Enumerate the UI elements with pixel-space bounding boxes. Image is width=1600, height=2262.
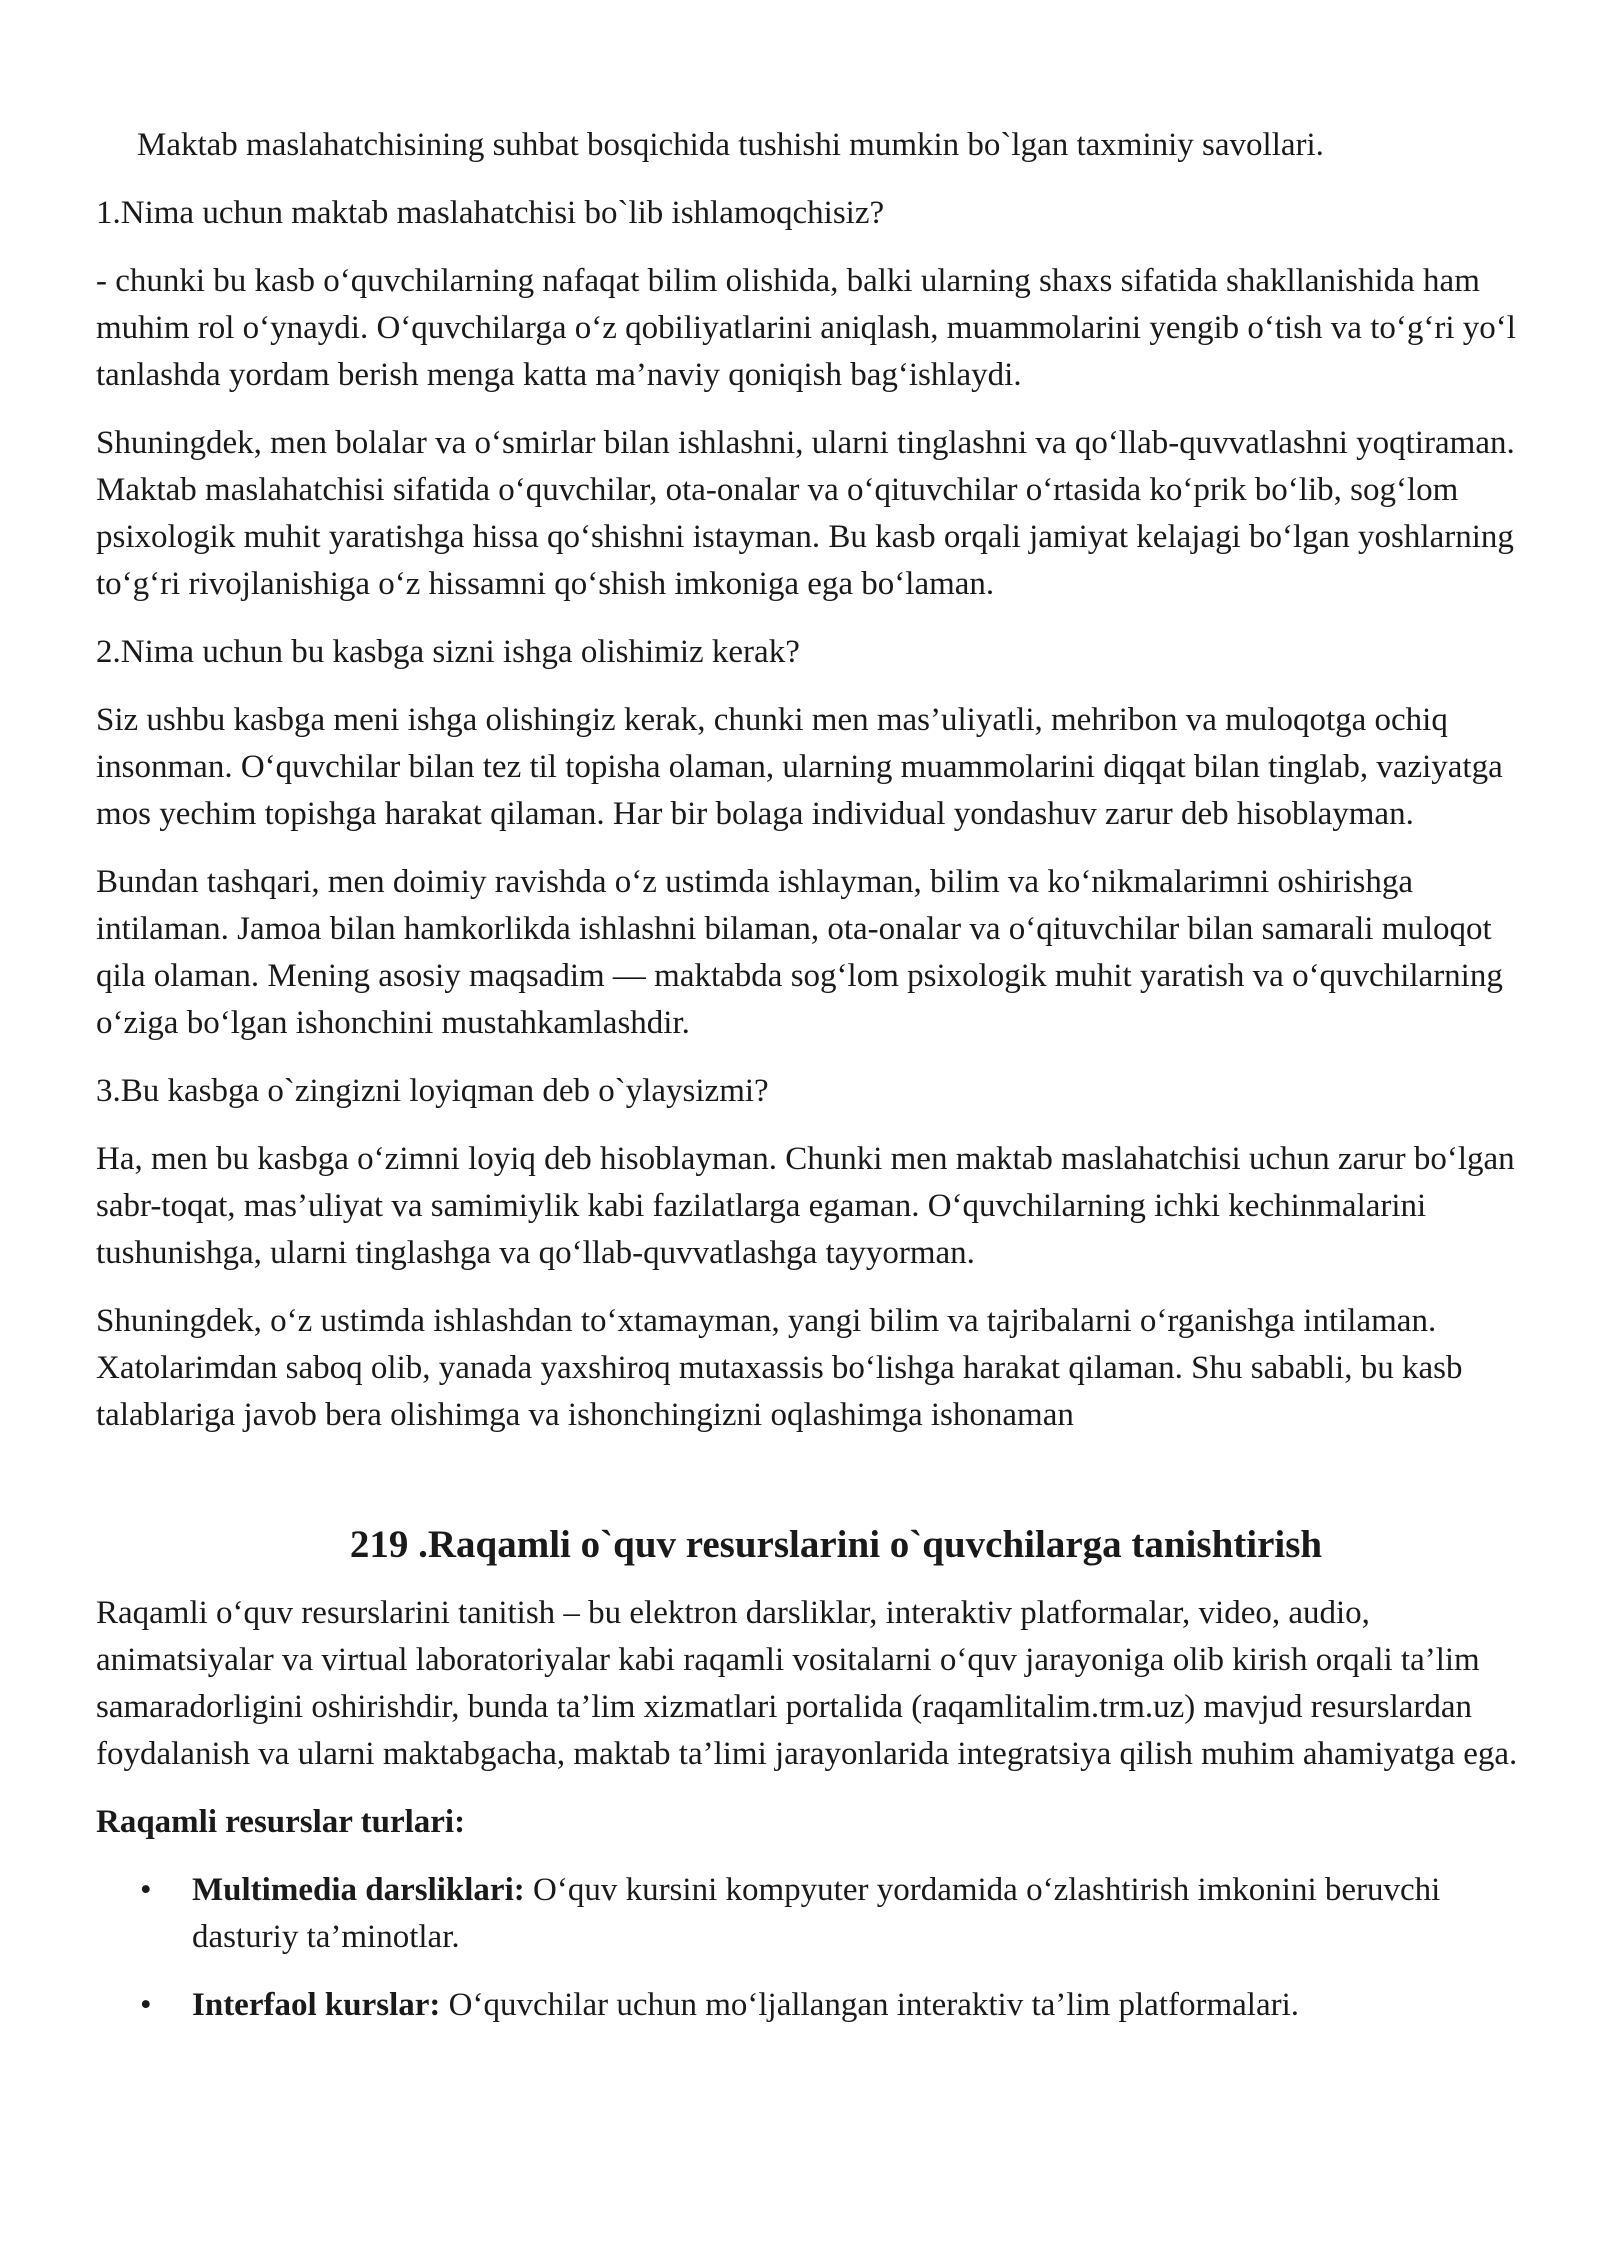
section-spacer — [96, 1460, 1540, 1516]
answer-3-paragraph-2: Shuningdek, o‘z ustimda ishlashdan to‘xtamayman, yangi bilim va tajribalarni o‘rganishga intilaman. Xatolarimdan saboq olib, yanada yaxshiroq mutaxassis bo‘lishga harakat qilaman. Shu sababli, bu kasb talablariga javob bera olishimga va ishonchingizni oqlashimga ishonaman — [96, 1303, 1463, 1433]
answer-2-paragraph-2: Bundan tashqari, men doimiy ravishda o‘z ustimda ishlayman, bilim va ko‘nikmalarimni oshirishga intilaman. Jamoa bilan hamkorlikda ishlashni bilaman, ota-onalar va o‘qituvchilar bilan samarali muloqot qila olaman. Mening asosiy maqsadim — maktabda sog‘lom psixologik muhit yaratish va o‘quvchilarning o‘ziga bo‘lgan ishonchini mustahkamlashdir. — [96, 864, 1503, 1041]
bullet-icon: • — [140, 1872, 152, 1908]
answer-1-paragraph-1: - chunki bu kasb o‘quvchilarning nafaqat bilim olishida, balki ularning shaxs sifatida shakllanishida ham muhim rol o‘ynaydi. O‘quvchilarga o‘z qobiliyatlarini aniqlash, muammolarini yengib o‘tish va to‘g‘ri yo‘l tanlashda yordam berish menga katta ma’naviy qoniqish bag‘ishlaydi. — [96, 263, 1516, 393]
answer-3-paragraph-1: Ha, men bu kasbga o‘zimni loyiq deb hisoblayman. Chunki men maktab maslahatchisi uchun zarur bo‘lgan sabr-toqat, mas’uliyat va samimiylik kabi fazilatlarga egaman. O‘quvchilarning ichki kechinmalarini tushunishga, ularni tinglashga va qo‘llab-quvvatlashga tayyorman. — [96, 1141, 1515, 1271]
list-item-term: Interfaol kurslar: — [192, 1987, 441, 2023]
question-3: 3.Bu kasbga o`zingizni loyiqman deb o`ylaysizmi? — [96, 1073, 769, 1109]
resource-types-list — [96, 1867, 1540, 2029]
question-2: 2.Nima uchun bu kasbga sizni ishga olishimiz kerak? — [96, 634, 800, 670]
list-item-text: O‘quv kursini kompyuter yordamida o‘zlashtirish imkonini beruvchi dasturiy ta’minotlar. — [192, 1872, 1441, 1955]
intro-line: Maktab maslahatchisining suhbat bosqichida tushishi mumkin bo`lgan taxminiy savollari. — [137, 127, 1324, 163]
section-title: 219 .Raqamli o`quv resurslarini o`quvchilarga tanishtirish — [349, 1523, 1323, 1566]
list-item-term: Multimedia darsliklari: — [192, 1872, 525, 1908]
resource-types-heading: Raqamli resurslar turlari: — [96, 1804, 466, 1840]
list-item — [140, 1867, 1540, 1961]
question-1: 1.Nima uchun maktab maslahatchisi bo`lib ishlamoqchisiz? — [96, 195, 885, 231]
bullet-icon: • — [140, 1987, 152, 2023]
list-item-text: O‘quvchilar uchun mo‘ljallangan interaktiv ta’lim platformalari. — [440, 1987, 1300, 2023]
answer-2-paragraph-1: Siz ushbu kasbga meni ishga olishingiz kerak, chunki men mas’uliyatli, mehribon va muloqotga ochiq insonman. O‘quvchilar bilan tez til topisha olaman, ularning muammolarini diqqat bilan tinglab, vaziyatga mos yechim topishga harakat qilaman. Har bir bolaga individual yondashuv zarur deb hisoblayman. — [96, 702, 1503, 832]
answer-1-paragraph-2: Shuningdek, men bolalar va o‘smirlar bilan ishlashni, ularni tinglashni va qo‘llab-quvvatlashni yoqtiraman. Maktab maslahatchisi sifatida o‘quvchilar, ota-onalar va o‘qituvchilar o‘rtasida ko‘prik bo‘lib, sog‘lom psixologik muhit yaratishga hissa qo‘shishni istayman. Bu kasb orqali jamiyat kelajagi bo‘lgan yoshlarning to‘g‘ri rivojlanishiga o‘z hissamni qo‘shish imkoniga ega bo‘laman. — [96, 425, 1515, 602]
list-item — [140, 1982, 1540, 2029]
section-paragraph: Raqamli o‘quv resurslarini tanitish – bu elektron darsliklar, interaktiv platformalar, video, audio, animatsiyalar va virtual laboratoriyalar kabi raqamli vositalarni o‘quv jarayoniga olib kirish orqali ta’lim samaradorligini oshirishdir, bunda ta’lim xizmatlari portalida (raqamlitalim.trm.uz) mavjud resurslardan foydalanish va ularni maktabgacha, maktab ta’limi jarayonlarida integratsiya qilish muhim ahamiyatga ega. — [96, 1595, 1518, 1772]
